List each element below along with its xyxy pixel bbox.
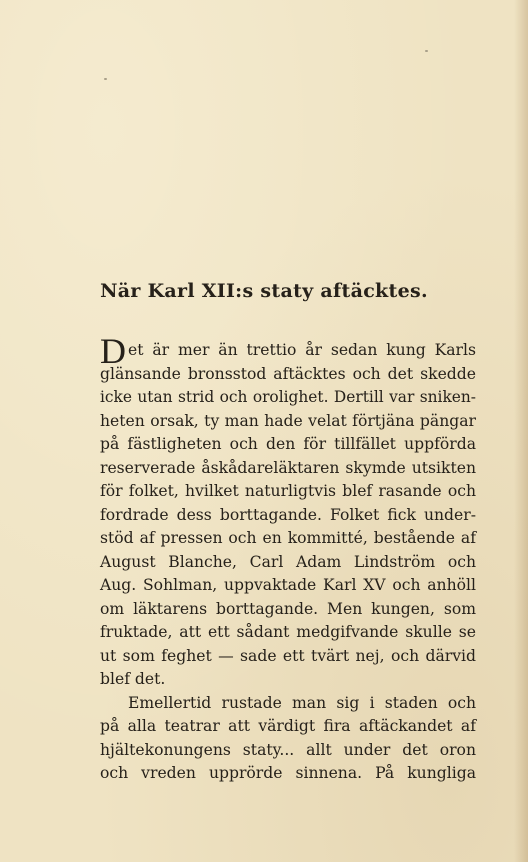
text-line: reserverade åskådareläktaren skymde utsikten [100,458,476,477]
text-line [100,331,476,371]
text-line: Aug. Sohlman, uppvaktade Karl XV och anhöll [100,576,476,594]
page-edge-shadow [514,0,528,862]
paper-speck [425,50,428,52]
chapter-title: När Karl XII:s staty aftäcktes. [100,280,428,302]
paragraph-2 [100,692,476,786]
text-line: August Blanche, Carl Adam Lindström och [100,552,476,571]
text-line: heten orsak, ty man hade velat förtjäna pängar [100,411,476,430]
text-line: icke utan strid och orolighet. Dertill var sniken- [100,388,476,406]
text-line: hjältekonungens staty... allt under det oron [100,740,476,759]
text-line: på fästligheten och den för tillfället uppförda [100,435,476,453]
text-line: på alla teatrar att värdigt fira aftäckandet af [100,717,476,735]
first-line-text: et är mer än trettio år sedan kung Karls [128,341,476,359]
text-line: glänsande bronsstod aftäcktes och det skedde [100,364,476,383]
text-line: och vreden upprörde sinnena. På kungliga [100,764,476,782]
body-text [100,331,476,786]
text-line: Emellertid rustade man sig i staden och [128,693,476,712]
text-line: fordrade dess borttagande. Folket fick under- [100,505,476,524]
text-line: stöd af pressen och en kommitté, bestående af [100,529,476,547]
text-line: blef det. [100,670,166,688]
text-line: för folket, hvilket naturligtvis blef rasande och [100,482,476,500]
paper-speck [104,78,107,80]
paragraph-1 [100,331,476,692]
drop-cap: D [100,331,126,371]
text-line: fruktade, att ett sådant medgifvande skulle se [100,623,476,641]
text-line: ut som feghet — sade ett tvärt nej, och därvid [100,646,476,665]
text-line: om läktarens borttagande. Men kungen, som [100,599,476,618]
